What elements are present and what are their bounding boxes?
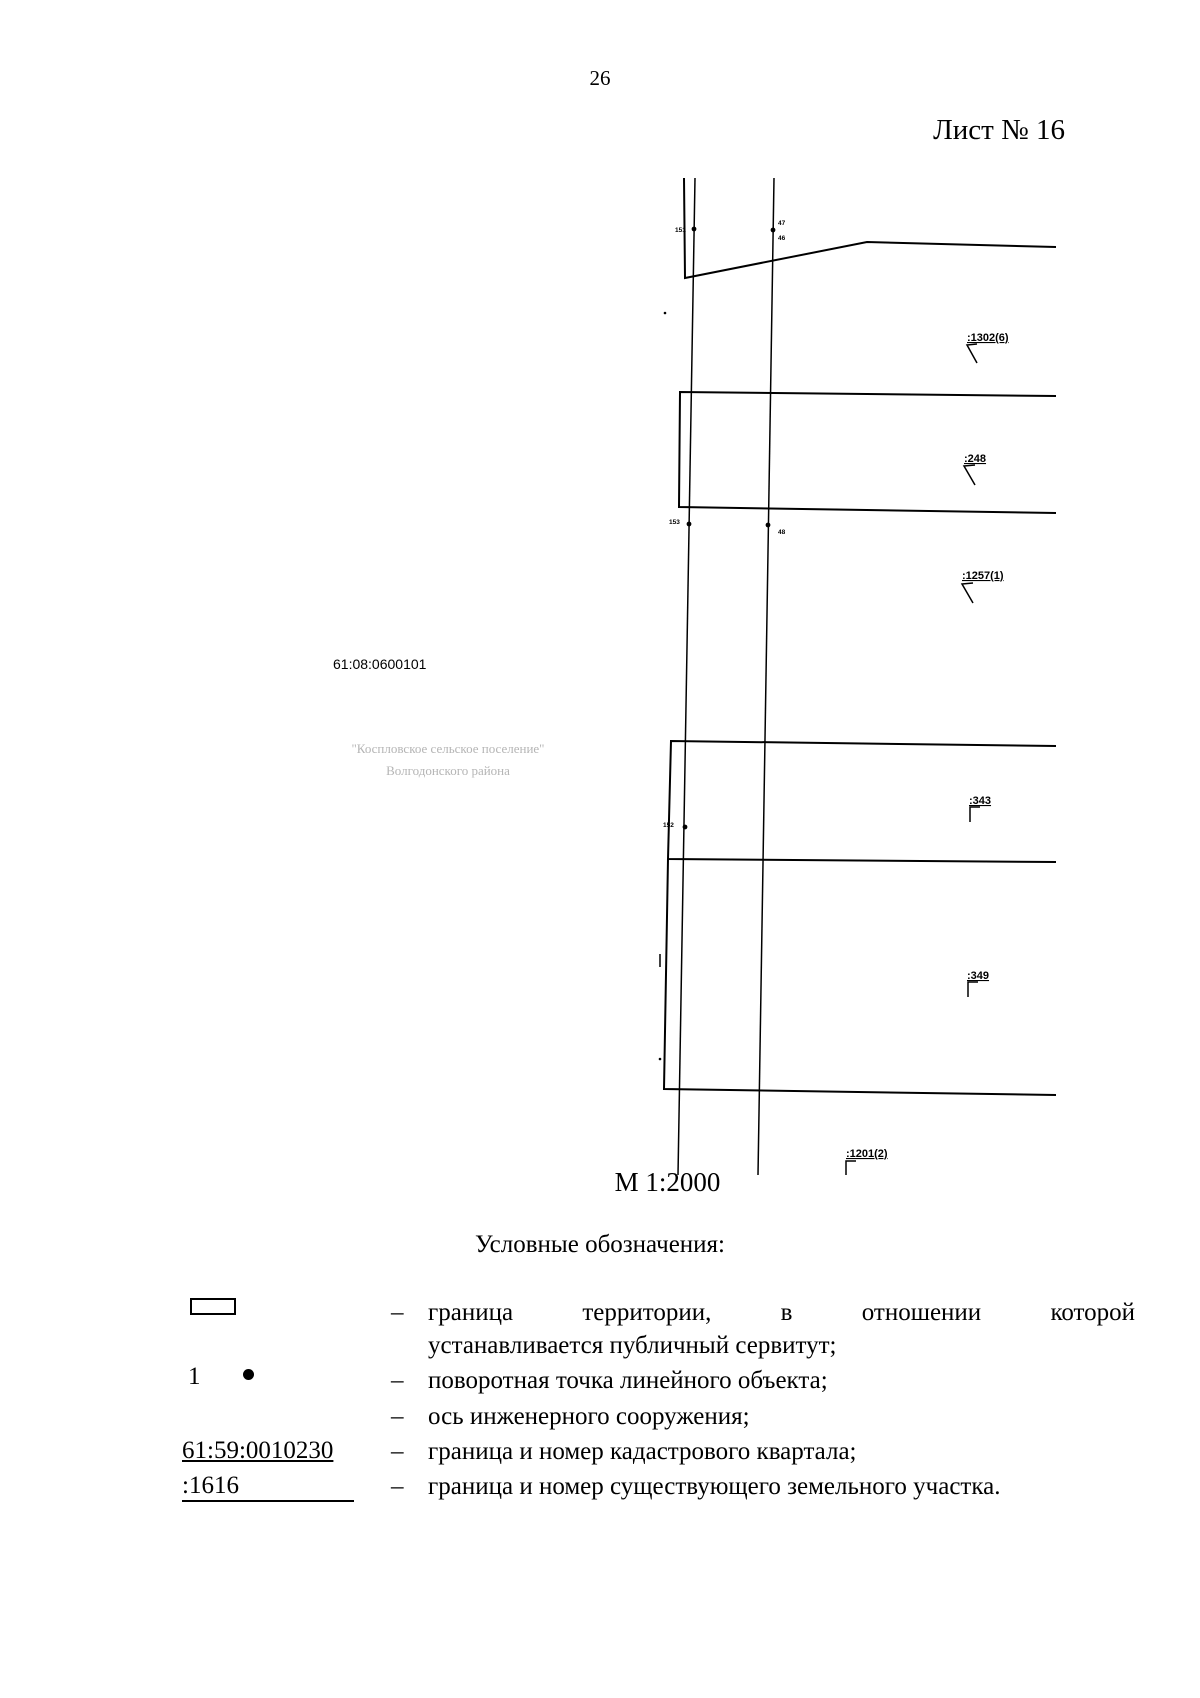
legend-text-justified	[428, 1296, 1135, 1329]
legend-dash: –	[391, 1367, 404, 1394]
legend-symbol-land-parcel: :1616	[182, 1471, 354, 1502]
legend-symbol-cadastral-quarter: 61:59:0010230	[182, 1437, 334, 1464]
turning-point	[766, 523, 771, 528]
point-label: 152	[663, 822, 674, 829]
legend-text-line2: устанавливается публичный сервитут;	[428, 1332, 837, 1359]
parcel-boundary-343	[668, 741, 1056, 862]
settlement-label: "Коспловское сельское поселение"	[351, 741, 545, 756]
legend-word: территории,	[582, 1299, 712, 1326]
settlement-label: Волгодонского района	[386, 763, 510, 778]
parcel-leader	[970, 807, 980, 822]
legend-word: в	[780, 1299, 793, 1326]
parcel-leader	[967, 344, 977, 363]
legend-word: отношении	[861, 1299, 982, 1326]
parcel-label-1201: :1201(2)	[846, 1148, 888, 1160]
legend-text	[428, 1296, 1135, 1362]
stray-mark	[664, 312, 667, 315]
parcel-leader	[964, 465, 975, 485]
parcel-boundary-1302	[684, 178, 1056, 278]
legend-dash: –	[391, 1403, 404, 1430]
legend-text: ось инженерного сооружения;	[428, 1403, 750, 1430]
parcel-label-349: :349	[967, 970, 990, 982]
parcel-boundary-248	[679, 392, 1056, 513]
turning-point	[692, 227, 697, 232]
legend-text: граница и номер кадастрового квартала;	[428, 1438, 857, 1465]
point-label: 151	[675, 227, 686, 234]
legend-text: граница и номер существующего земельного участка.	[428, 1473, 1001, 1500]
legend-word: граница	[428, 1299, 514, 1326]
legend-dash: –	[391, 1473, 404, 1500]
parcel-label-1257: :1257(1)	[962, 570, 1004, 582]
point-label: 48	[778, 529, 786, 536]
legend-word: которой	[1050, 1299, 1135, 1326]
cadastral-quarter-number: 61:08:0600101	[333, 656, 427, 672]
point-label: 153	[669, 519, 680, 526]
axis-line-left	[678, 178, 695, 1175]
legend-symbol-point-number: 1	[188, 1363, 201, 1390]
page-number: 26	[589, 66, 611, 90]
map-scale: М 1:2000	[614, 1167, 721, 1197]
legend-text: поворотная точка линейного объекта;	[428, 1367, 828, 1394]
legend-dash: –	[391, 1438, 404, 1465]
legend-symbol-servitude-boundary	[190, 1298, 236, 1315]
legend-title: Условные обозначения:	[474, 1231, 726, 1258]
turning-point	[771, 228, 776, 233]
legend-dash: –	[391, 1299, 404, 1326]
turning-point	[687, 522, 692, 527]
parcel-label-1302: :1302(6)	[967, 332, 1009, 344]
sheet-label: Лист № 16	[933, 114, 1065, 146]
turning-point	[683, 825, 688, 830]
axis-line-right	[758, 178, 774, 1175]
point-label: 47	[778, 220, 786, 227]
parcel-boundary-349	[664, 859, 1056, 1095]
point-label: 46	[778, 235, 786, 242]
parcel-label-343: :343	[969, 795, 992, 807]
stray-mark	[659, 1058, 662, 1061]
parcel-leader	[962, 583, 973, 603]
legend-symbol-point-dot	[243, 1369, 254, 1380]
parcel-label-248: :248	[964, 453, 987, 465]
parcel-leader	[968, 982, 978, 997]
